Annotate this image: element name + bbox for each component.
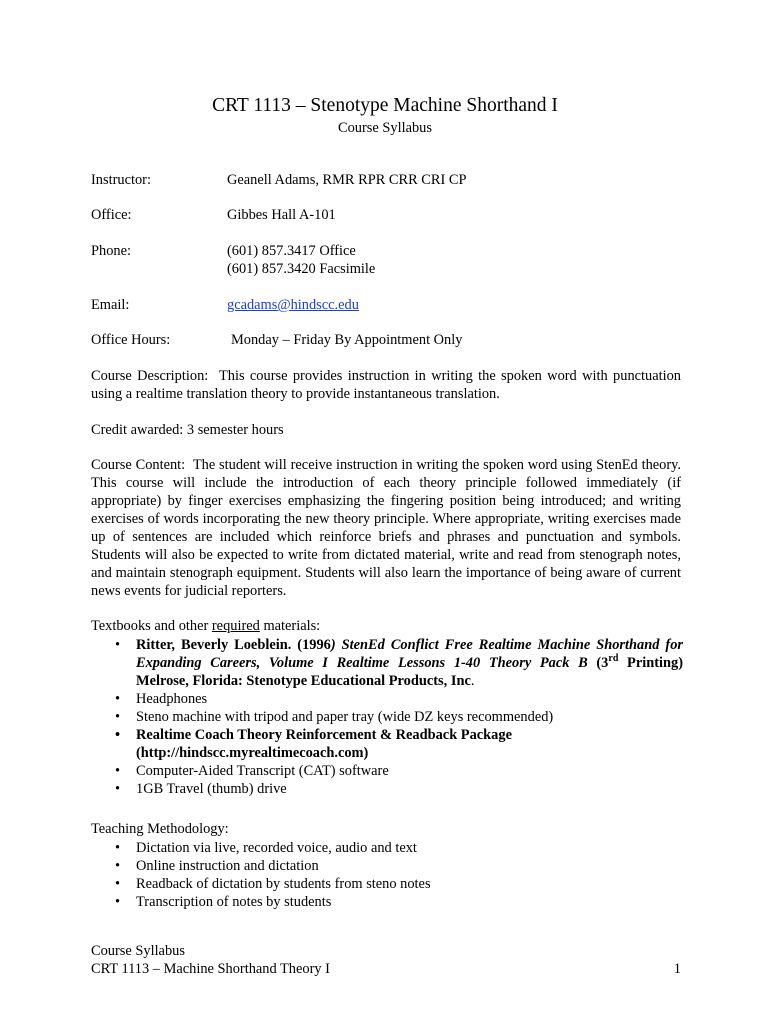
textbook-author: Ritter, Beverly Loeblein. (1996 <box>136 637 331 653</box>
footer-line-2: CRT 1113 – Machine Shorthand Theory I <box>91 961 330 977</box>
textbook-edition-pre: (3 <box>587 655 609 671</box>
office-hours-label: Office Hours: <box>91 332 171 348</box>
phone-fax: (601) 857.3420 Facsimile <box>227 261 376 277</box>
materials-heading-required: required <box>211 618 260 634</box>
course-content-text: The student will receive instruction in writing the spoken word using StenEd theory. This course will include the introduction of each theory principle followed immediately (if appropriate) by finger exercises emphasizing the fingering position being introduced; and writing exercises of words incorporating the new theory principle. Where appropriate, writing exercises made up of sentences are included which reinforce briefs and phrases and punctuation and symbols. Students will also be expected to write from dictated material, write and read from stenograph notes, and maintain stenograph equipment. Students will also learn the importance of being aware of current news events for judicial reporters. <box>91 457 681 599</box>
materials-heading-pre: Textbooks and other <box>91 618 212 634</box>
office-value: Gibbes Hall A-101 <box>227 207 336 223</box>
office-hours-value: Monday – Friday By Appointment Only <box>231 332 463 348</box>
list-item: • Readback of dictation by students from steno notes <box>91 875 683 893</box>
course-description-label: Course Description: <box>91 368 209 384</box>
credit-text: Credit awarded: 3 semester hours <box>91 422 284 438</box>
list-item-realtime-coach: • Realtime Coach Theory Reinforcement & Readback Package (http://hindscc.myrealtimecoach.com) <box>91 726 683 762</box>
materials-list <box>91 636 683 798</box>
email-label: Email: <box>91 297 130 313</box>
list-item-cat-software: • Computer-Aided Transcript (CAT) software <box>91 762 683 780</box>
phone-label: Phone: <box>91 243 131 259</box>
course-content <box>91 456 681 600</box>
textbook-edition-sup: rd <box>608 653 619 665</box>
teaching-heading <box>91 820 681 838</box>
materials-heading-post: materials: <box>259 618 321 634</box>
textbook-publisher: Printing) Melrose, Florida: Stenotype Educational Products, Inc <box>136 655 683 689</box>
instructor-value: Geanell Adams, RMR RPR CRR CRI CP <box>227 172 467 188</box>
page-number: 1 <box>673 961 681 977</box>
credit-awarded <box>91 421 681 439</box>
instructor-label: Instructor: <box>91 172 151 188</box>
document-title: CRT 1113 – Stenotype Machine Shorthand I <box>212 95 558 116</box>
course-description <box>91 367 681 403</box>
textbook-title: ) StenEd Conflict Free Realtime Machine Shorthand for Expanding Careers, Volume I Realtime Lessons 1-40 Theory Pack B <box>136 637 683 671</box>
document-subtitle: Course Syllabus <box>338 120 432 136</box>
list-item: • Online instruction and dictation <box>91 857 683 875</box>
list-item: • Transcription of notes by students <box>91 893 683 911</box>
teaching-heading-text: Teaching Methodology: <box>91 821 229 837</box>
list-item-headphones: • Headphones <box>91 690 683 708</box>
email-link[interactable]: gcadams@hindscc.edu <box>227 297 359 313</box>
course-content-label: Course Content: <box>91 457 186 473</box>
list-item: • Dictation via live, recorded voice, audio and text <box>91 839 683 857</box>
phone-office: (601) 857.3417 Office <box>227 243 356 259</box>
list-item-steno-machine: • Steno machine with tripod and paper tray (wide DZ keys recommended) <box>91 708 683 726</box>
course-description-text: This course provides instruction in writing the spoken word with punctuation using a realtime translation theory to provide instantaneous translation. <box>91 368 681 402</box>
textbook-end: . <box>470 673 475 689</box>
footer-line-1: Course Syllabus <box>91 943 185 959</box>
office-label: Office: <box>91 207 132 223</box>
list-item-textbook <box>91 636 683 690</box>
teaching-list <box>91 839 683 911</box>
footer <box>91 942 681 978</box>
list-item-thumb-drive: • 1GB Travel (thumb) drive <box>91 780 683 798</box>
materials-heading <box>91 617 681 635</box>
